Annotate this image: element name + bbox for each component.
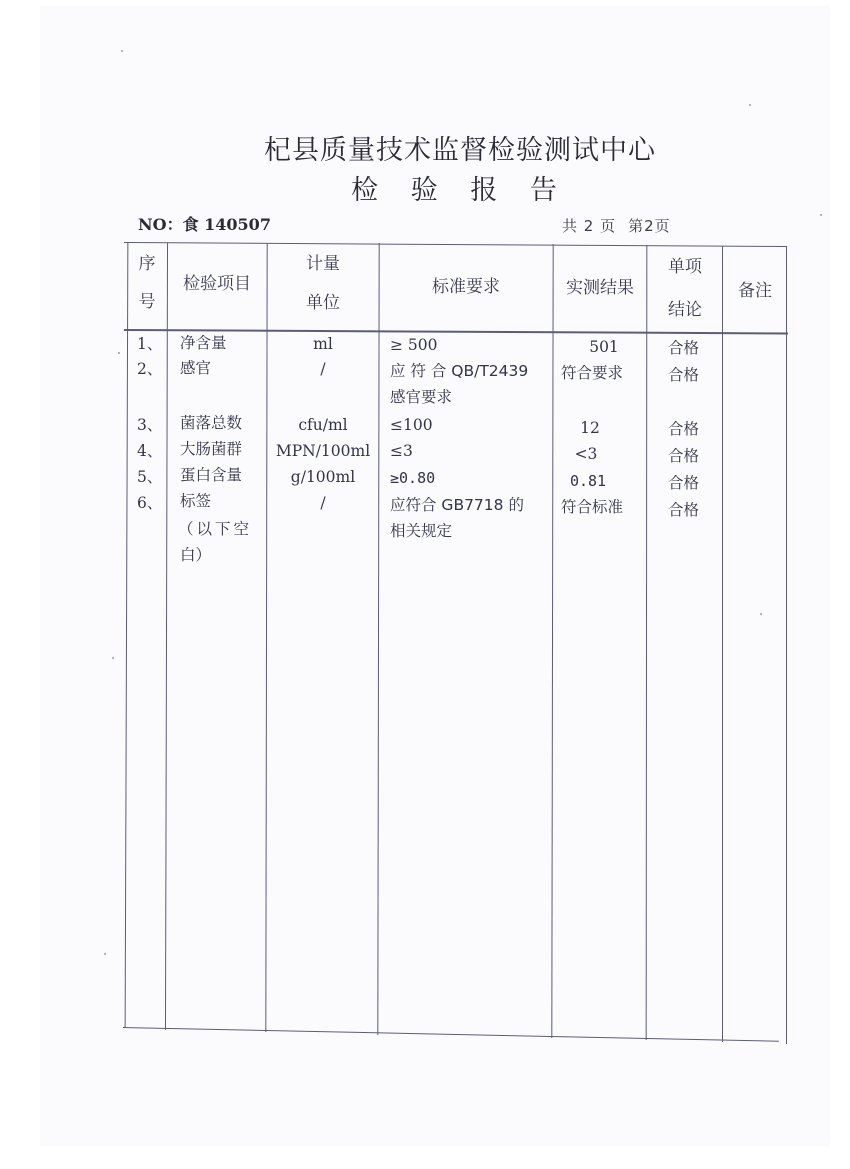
row-3-conclusion: 合格 <box>668 420 700 438</box>
col-header-unit-line2: 单位 <box>306 293 340 313</box>
total-pages: 共 2 页 <box>562 217 617 235</box>
row-2-item: 感官 <box>180 359 212 377</box>
scan-speck <box>760 613 762 615</box>
col-header-standard: 标准要求 <box>432 277 500 297</box>
row-5-seq: 5、 <box>137 468 163 486</box>
row-4-seq: 4、 <box>137 442 163 460</box>
scan-speck <box>118 352 120 354</box>
blank-note-line1: （以下空 <box>178 520 253 538</box>
col-header-unit <box>268 256 378 312</box>
current-page: 第2页 <box>628 217 671 235</box>
row-4-conclusion: 合格 <box>668 447 700 465</box>
row-1-conclusion: 合格 <box>668 339 700 357</box>
document-subtitle: 检 验 报 告 <box>351 175 569 206</box>
col-header-item: 检验项目 <box>183 274 251 294</box>
row-6-result: 符合标准 <box>561 498 624 516</box>
col-header-unit-line1: 计量 <box>306 254 340 274</box>
col-border-right <box>786 247 787 1044</box>
row-3-result: 12 <box>580 419 600 437</box>
row-1-item: 净含量 <box>180 334 227 352</box>
row-4-unit: MPN/100ml <box>275 442 371 460</box>
row-1-result: 501 <box>589 338 619 356</box>
row-6-standard-cont: 相关规定 <box>390 522 453 540</box>
blank-note-line2: 白） <box>180 546 212 564</box>
col-header-conclusion <box>648 259 722 319</box>
row-3-unit: cfu/ml <box>298 416 348 434</box>
row-2-standard-cont: 感官要求 <box>390 388 453 406</box>
scan-speck <box>104 953 106 955</box>
row-2-seq: 2、 <box>137 360 163 378</box>
col-header-seq-line1: 序 <box>138 254 156 274</box>
page-count <box>562 215 671 236</box>
col-header-remark: 备注 <box>738 281 772 301</box>
row-2-unit: / <box>320 360 326 378</box>
col-border-6 <box>722 246 723 1042</box>
report-number-label: NO： <box>138 215 183 234</box>
row-6-standard: 应符合 GB7718 的 <box>390 496 524 514</box>
col-header-result: 实测结果 <box>566 278 634 298</box>
row-5-standard: ≥0.80 <box>390 469 436 487</box>
scan-speck <box>121 50 123 52</box>
row-3-item: 菌落总数 <box>180 414 243 432</box>
col-header-seq <box>128 256 166 311</box>
scan-speck <box>820 214 822 216</box>
row-6-conclusion: 合格 <box>668 501 700 519</box>
row-1-standard: ≥ 500 <box>390 336 438 354</box>
row-1-seq: 1、 <box>137 335 163 353</box>
row-4-item: 大肠菌群 <box>180 440 243 458</box>
report-number <box>138 212 271 235</box>
report-number-value: 食 140507 <box>182 215 271 234</box>
row-5-unit: g/100ml <box>290 468 356 486</box>
row-6-seq: 6、 <box>137 494 163 512</box>
col-header-seq-line2: 号 <box>138 292 156 312</box>
col-header-conclusion-line2: 结论 <box>668 300 702 320</box>
row-4-standard: ≤3 <box>390 442 413 460</box>
row-2-result: 符合要求 <box>561 364 624 382</box>
scan-speck <box>749 104 751 106</box>
row-1-unit: ml <box>313 335 333 353</box>
row-6-item: 标签 <box>180 492 212 510</box>
row-5-item: 蛋白含量 <box>180 466 243 484</box>
row-3-seq: 3、 <box>137 416 163 434</box>
document-title: 杞县质量技术监督检验测试中心 <box>264 135 656 166</box>
row-6-unit: / <box>320 494 326 512</box>
row-4-result: <3 <box>574 445 598 463</box>
row-2-conclusion: 合格 <box>668 366 700 384</box>
row-2-standard: 应 符 合 QB/T2439 <box>390 362 529 380</box>
row-5-conclusion: 合格 <box>668 474 700 492</box>
row-3-standard: ≤100 <box>390 416 433 434</box>
row-5-result: 0.81 <box>569 472 607 490</box>
col-header-conclusion-line1: 单项 <box>668 257 702 277</box>
scan-speck <box>112 657 114 659</box>
